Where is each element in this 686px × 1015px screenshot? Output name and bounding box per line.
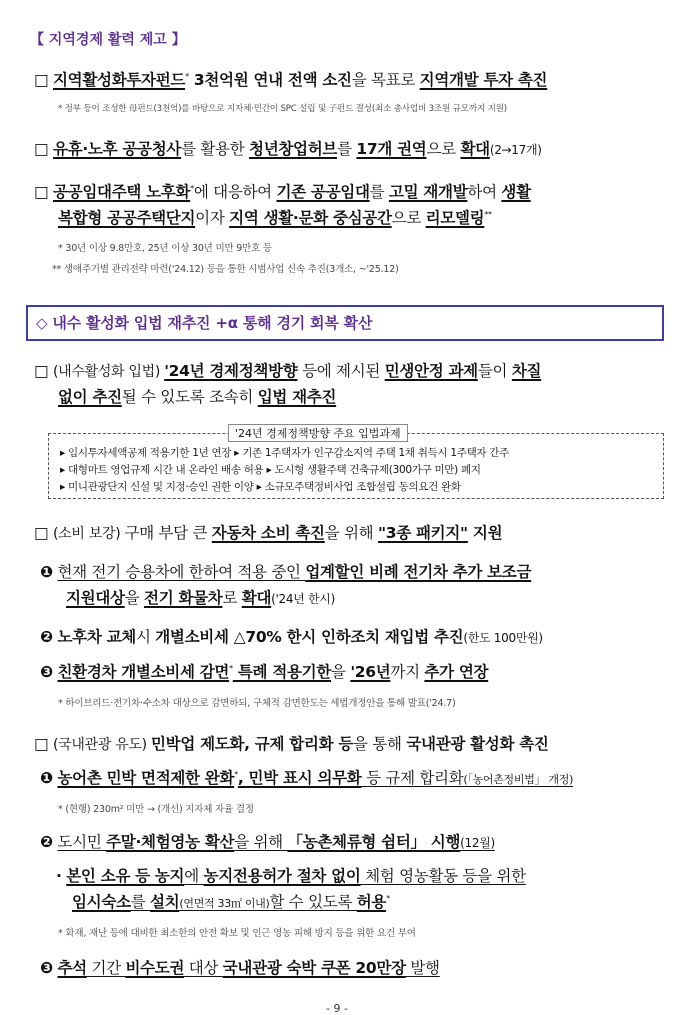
item-legislation-line2: 없이 추진될 수 있도록 조속히 입법 재추진 — [58, 388, 337, 406]
legislation-task-row: ▸ 임시투자세액공제 적용기한 1년 연장 ▸ 기존 1주택자가 인구감소지역 주택 1채 취득시 1주택자 간주 — [60, 447, 509, 459]
number-mark: ❶ — [40, 563, 53, 581]
consumption-sub3-note: * 하이브리드·전기차·수소차 대상으로 감면하되, 구체적 감면한도는 세법개정안을 통해 발표('24.7) — [58, 698, 456, 709]
number-mark: ❷ — [40, 833, 53, 851]
number-mark: ❸ — [40, 959, 53, 977]
tourism-sub1-note: * (현행) 230m² 미만 → (개선) 지자체 자율 결정 — [58, 804, 254, 815]
checkbox-mark: □ — [34, 362, 49, 380]
number-mark: ❸ — [40, 663, 53, 681]
checkbox-mark: □ — [34, 140, 49, 158]
item-public-housing-line1: □ 공공임대주택 노후화*에 대응하여 기존 공공임대를 고밀 재개발하여 생활 — [34, 183, 531, 201]
legislation-task-row: ▸ 미니관광단지 신설 및 지정·승인 권한 이양 ▸ 소규모주택정비사업 조합설립 동의요건 완화 — [60, 481, 461, 493]
item-consumption: □ (소비 보강) 구매 부담 큰 자동차 소비 촉진을 위해 "3종 패키지" 지원 — [34, 524, 503, 542]
item-tourism: □ (국내관광 유도) 민박업 제도화, 규제 합리화 등을 통해 국내관광 활성화 촉진 — [34, 735, 549, 753]
legislation-tasks-title: '24년 경제정책방향 주요 입법과제 — [228, 424, 408, 442]
item-public-housing-note2: ** 생애주기별 관리전략 마련('24.12) 등을 통한 시범사업 신속 추진(3개소, ~'25.12) — [52, 264, 399, 275]
consumption-sub1-line2: 지원대상을 전기 화물차로 확대('24년 한시) — [66, 589, 335, 607]
page-number: - 9 - — [326, 1002, 348, 1015]
tourism-bullet-note: * 화재, 재난 등에 대비한 최소한의 안전 확보 및 인근 영농 피해 방지 등을 위한 요건 부여 — [58, 928, 416, 939]
number-mark: ❷ — [40, 628, 53, 646]
item-public-housing-note1: * 30년 이상 9.8만호, 25년 이상 30년 미만 9만호 등 — [58, 243, 272, 254]
section-title: 【 지역경제 활력 제고 】 — [30, 32, 186, 48]
legislation-task-row: ▸ 대형마트 영업규제 시간 내 온라인 배송 허용 ▸ 도시형 생활주택 건축규제(300가구 미만) 폐지 — [60, 464, 481, 476]
checkbox-mark: □ — [34, 71, 49, 89]
number-mark: ❶ — [40, 769, 53, 787]
tourism-bullet-line1: · 본인 소유 등 농지에 농지전용허가 절차 없이 체험 영농활동 등을 위한 — [56, 867, 526, 885]
tourism-sub1: ❶ 농어촌 민박 면적제한 완화*, 민박 표시 의무화 등 규제 합리화(「농어촌정비법」 개정) — [40, 769, 574, 787]
tourism-sub2: ❷ 도시민 주말·체험영농 확산을 위해 「농촌체류형 쉼터」 시행(12월) — [40, 833, 495, 851]
checkbox-mark: □ — [34, 524, 49, 542]
consumption-sub2: ❷ 노후차 교체시 개별소비세 △70% 한시 인하조치 재입법 추진(한도 100만원) — [40, 628, 543, 646]
checkbox-mark: □ — [34, 735, 49, 753]
checkbox-mark: □ — [34, 183, 49, 201]
item-public-housing-line2: 복합형 공공주택단지이자 지역 생활·문화 중심공간으로 리모델링** — [58, 209, 492, 227]
item-regional-fund: □ 지역활성화투자펀드* 3천억원 연내 전액 소진을 목표로 지역개발 투자 촉진 — [34, 71, 548, 89]
consumption-sub1-line1: ❶ 현재 전기 승용차에 한하여 적용 중인 업계할인 비례 전기차 추가 보조금 — [40, 563, 532, 581]
item-legislation-line1: □ (내수활성화 입법) '24년 경제정책방향 등에 제시된 민생안정 과제들이 차질 — [34, 362, 542, 380]
tourism-bullet-line2: 임시숙소를 설치(연면적 33㎡ 이내)할 수 있도록 허용* — [72, 893, 390, 911]
item-youth-hub: □ 유휴·노후 공공청사를 활용한 청년창업허브를 17개 권역으로 확대(2→17개) — [34, 140, 542, 158]
section2-title: ◇ 내수 활성화 입법 재추진 +α 통해 경기 회복 확산 — [36, 314, 373, 332]
tourism-sub3: ❸ 추석 기간 비수도권 대상 국내관광 숙박 쿠폰 20만장 발행 — [40, 959, 440, 977]
bullet-mark: · — [56, 867, 62, 885]
consumption-sub3: ❸ 친환경차 개별소비세 감면* 특례 적용기한을 '26년까지 추가 연장 — [40, 663, 489, 681]
item-regional-fund-note: * 정부 등이 조성한 母펀드(3천억)를 바탕으로 지자체·민간이 SPC 설립 및 子펀드 결성(최소 총사업비 3조원 규모까지 지원) — [58, 104, 507, 114]
